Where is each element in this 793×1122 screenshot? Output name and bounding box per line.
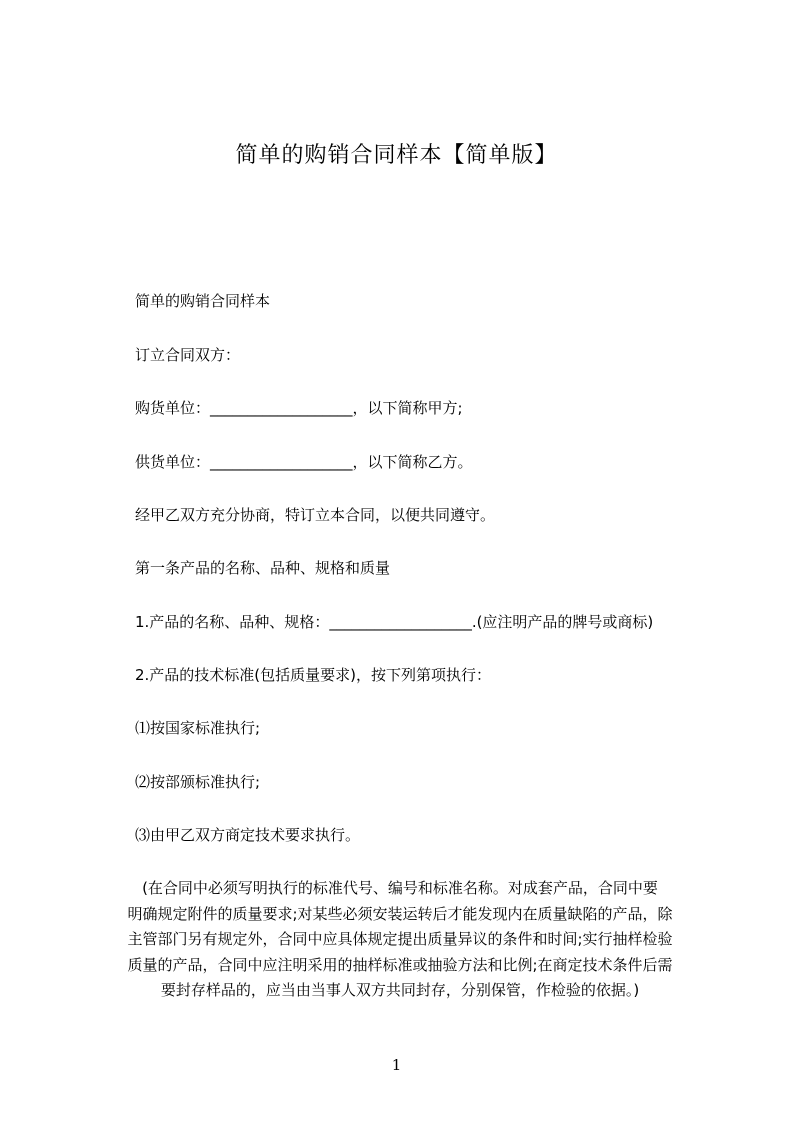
note-line: 主管部门另有规定外，合同中应具体规定提出质量异议的条件和时间;实行抽样检验 [127,930,673,948]
paragraph-technical-standard: 2.产品的技术标准(包括质量要求)，按下列第项执行： [135,666,492,684]
note-line: 要封存样品的，应当由当事人双方共同封存，分别保管，作检验的依据。) [160,981,640,999]
document-title: 简单的购销合同样本【简单版】 [235,143,558,168]
paragraph-note [100,876,700,1004]
note-line: 明确规定附件的质量要求;对某些必须安装运转后才能发现内在质量缺陷的产品，除 [127,904,673,923]
paragraph-parties-heading: 订立合同双方： [135,346,241,364]
paragraph-product-spec: 1.产品的名称、品种、规格：___________________.(应注明产品的牌号或商标) [135,613,654,631]
paragraph-option-ministry: ⑵按部颁标准执行; [135,773,261,791]
paragraph-option-national: ⑴按国家标准执行; [135,719,261,737]
paragraph-contract-name: 简单的购销合同样本 [135,292,271,310]
paragraph-option-negotiated: ⑶由甲乙双方商定技术要求执行。 [135,826,361,844]
paragraph-agreement: 经甲乙双方充分协商，特订立本合同，以便共同遵守。 [135,506,496,524]
note-line: (在合同中必须写明执行的标准代号、编号和标准名称。对成套产品，合同中要 [142,879,658,897]
paragraph-buyer: 购货单位：___________________，以下简称甲方; [135,399,463,417]
paragraph-supplier: 供货单位：___________________，以下简称乙方。 [135,453,473,471]
paragraph-article-one: 第一条产品的名称、品种、规格和质量 [135,559,391,577]
page-number: 1 [391,1056,402,1074]
note-line: 质量的产品，合同中应注明采用的抽样标准或抽验方法和比例;在商定技术条件后需 [127,955,673,974]
